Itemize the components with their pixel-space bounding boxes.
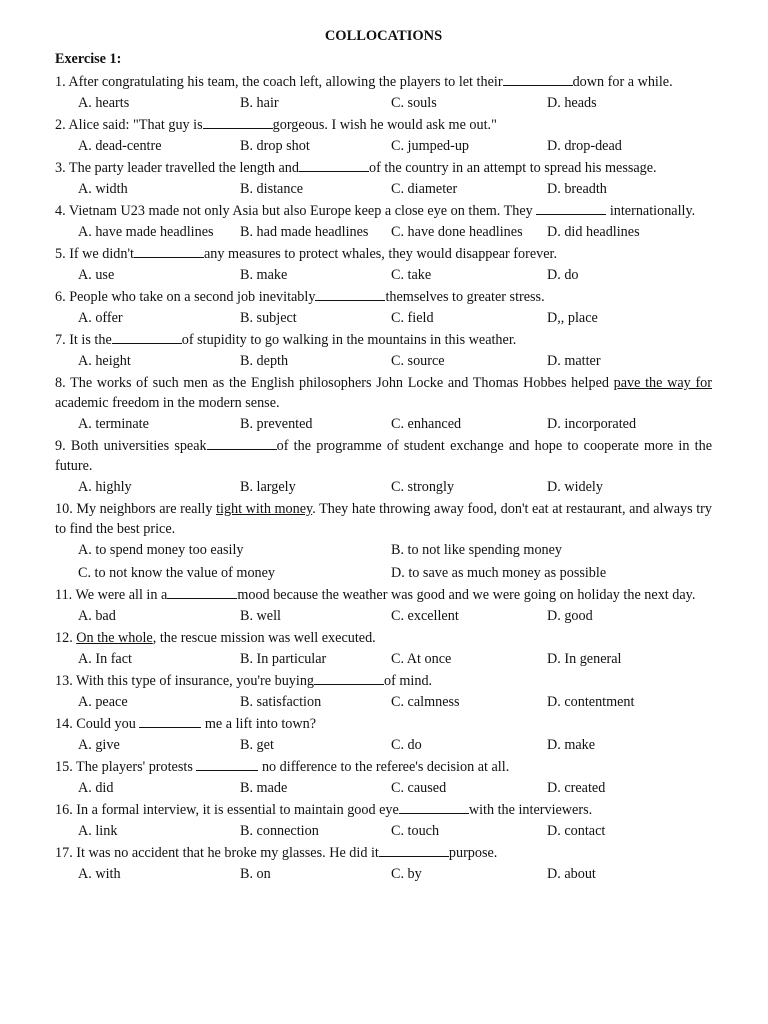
answer-option-d: D. to save as much money as possible: [391, 565, 607, 581]
answer-option-a: A. have made headlines: [78, 224, 214, 240]
question-stem-rest: of stupidity to go walking in the mountains in this weather.: [181, 332, 517, 348]
question-item: [55, 628, 712, 671]
answer-option-a: A. dead-centre: [78, 138, 162, 154]
answer-option-d: D. contact: [547, 823, 606, 839]
question-stem-rest: of the programme of student exchange and hope to cooperate more in the future.: [55, 438, 712, 474]
answer-option-d: D. widely: [547, 479, 603, 495]
options-row: [55, 221, 712, 244]
question-item: [55, 330, 712, 373]
question-text: [55, 158, 712, 178]
question-item: [55, 671, 712, 714]
answer-option-c: C. strongly: [391, 479, 455, 495]
question-stem: 4. Vietnam U23 made not only Asia but also Europe keep a close eye on them. They: [55, 203, 537, 219]
question-stem: 12.: [55, 630, 77, 646]
question-text: [55, 115, 712, 135]
answer-blank: [299, 158, 369, 172]
question-item: [55, 201, 712, 244]
options-row: [55, 863, 712, 886]
question-stem: 11. We were all in a: [55, 587, 168, 603]
answer-option-b: B. connection: [240, 823, 319, 839]
answer-blank: [314, 671, 384, 685]
answer-option-d: D. incorporated: [547, 416, 637, 432]
question-item: [55, 843, 712, 886]
question-stem-rest: internationally.: [606, 203, 696, 219]
question-stem-rest: gorgeous. I wish he would ask me out.": [272, 117, 497, 133]
answer-option-d: D. created: [547, 780, 606, 796]
question-item: [55, 158, 712, 201]
question-text: [55, 330, 712, 350]
answer-option-d: D. do: [547, 267, 579, 283]
exercise-heading: Exercise 1:: [55, 51, 122, 67]
answer-option-b: B. prevented: [240, 416, 313, 432]
answer-option-c: C. touch: [391, 823, 440, 839]
options-row: [55, 691, 712, 714]
options-row: [55, 264, 712, 287]
answer-option-a: A. terminate: [78, 416, 149, 432]
question-text: [55, 287, 712, 307]
answer-blank: [167, 585, 237, 599]
answer-option-a: A. width: [78, 181, 128, 197]
answer-blank: [503, 72, 573, 86]
answer-blank: [207, 436, 277, 450]
answer-option-c: C. to not know the value of money: [78, 565, 276, 581]
options-row: [55, 820, 712, 843]
question-item: [55, 244, 712, 287]
answer-option-d: D. In general: [547, 651, 622, 667]
answer-option-d: D. drop-dead: [547, 138, 622, 154]
question-text: [55, 628, 712, 648]
answer-option-b: B. on: [240, 866, 271, 882]
question-stem: 1. After congratulating his team, the coach left, allowing the players to let their: [55, 74, 503, 90]
answer-blank: [112, 330, 182, 344]
answer-option-d: D. did headlines: [547, 224, 640, 240]
answer-option-d: D. breadth: [547, 181, 607, 197]
question-list: [55, 72, 712, 886]
answer-blank: [379, 843, 449, 857]
answer-option-c: C. calmness: [391, 694, 460, 710]
question-item: [55, 585, 712, 628]
options-row: [55, 539, 712, 562]
answer-option-d: D. good: [547, 608, 593, 624]
answer-option-c: C. enhanced: [391, 416, 462, 432]
question-stem-rest: . They hate throwing away food, don't eat at restaurant, and always try to find the best price.: [55, 501, 712, 537]
answer-option-a: A. give: [78, 737, 120, 753]
question-stem-rest: any measures to protect whales, they would disappear forever.: [204, 246, 557, 262]
answer-option-a: A. use: [78, 267, 115, 283]
answer-option-d: D. about: [547, 866, 596, 882]
answer-option-a: A. with: [78, 866, 121, 882]
answer-option-c: C. At once: [391, 651, 452, 667]
options-row: [55, 476, 712, 499]
question-item: [55, 800, 712, 843]
question-stem-rest: themselves to greater stress.: [385, 289, 545, 305]
question-item: [55, 373, 712, 436]
question-stem-rest: purpose.: [448, 845, 498, 861]
question-stem: 9. Both universities speak: [55, 438, 207, 454]
question-text: [55, 843, 712, 863]
answer-option-a: A. did: [78, 780, 114, 796]
question-stem: 8. The works of such men as the English philosophers John Locke and Thomas Hobbes helped: [55, 375, 614, 391]
question-stem-rest: academic freedom in the modern sense.: [55, 395, 280, 411]
question-stem: 6. People who take on a second job inevitably: [55, 289, 316, 305]
answer-option-a: A. peace: [78, 694, 128, 710]
question-item: [55, 287, 712, 330]
answer-option-a: A. height: [78, 353, 131, 369]
answer-option-b: B. subject: [240, 310, 297, 326]
question-stem: 17. It was no accident that he broke my glasses. He did it: [55, 845, 379, 861]
answer-option-a: A. to spend money too easily: [78, 542, 244, 558]
answer-option-b: B. largely: [240, 479, 296, 495]
answer-option-b: B. make: [240, 267, 288, 283]
answer-blank: [139, 714, 201, 728]
question-stem-rest: mood because the weather was good and we were going on holiday the next day.: [237, 587, 696, 603]
answer-option-b: B. drop shot: [240, 138, 310, 154]
answer-option-c: C. field: [391, 310, 434, 326]
question-text: [55, 585, 712, 605]
underlined-phrase: tight with money: [216, 501, 313, 517]
answer-option-a: A. In fact: [78, 651, 132, 667]
question-stem: 13. With this type of insurance, you're buying: [55, 673, 315, 689]
answer-option-c: C. excellent: [391, 608, 459, 624]
question-stem-rest: of the country in an attempt to spread his message.: [368, 160, 657, 176]
question-text: [55, 436, 712, 476]
answer-option-b: B. depth: [240, 353, 289, 369]
answer-option-c: C. take: [391, 267, 432, 283]
answer-option-a: A. highly: [78, 479, 132, 495]
answer-blank: [315, 287, 385, 301]
answer-option-b: B. get: [240, 737, 274, 753]
question-stem: 10. My neighbors are really: [55, 501, 217, 517]
question-item: [55, 436, 712, 499]
underlined-phrase: pave the way for: [613, 375, 712, 391]
answer-option-d: D. matter: [547, 353, 601, 369]
answer-option-b: B. distance: [240, 181, 304, 197]
question-stem-rest: of mind.: [384, 673, 433, 689]
question-stem: 3. The party leader travelled the length and: [55, 160, 299, 176]
question-item: [55, 714, 712, 757]
answer-option-b: B. made: [240, 780, 288, 796]
answer-option-c: C. source: [391, 353, 445, 369]
question-stem: 16. In a formal interview, it is essential to maintain good eye: [55, 802, 399, 818]
options-row: [55, 413, 712, 436]
question-stem: 15. The players' protests: [55, 759, 197, 775]
question-text: [55, 201, 712, 221]
answer-option-b: B. well: [240, 608, 281, 624]
answer-option-a: A. bad: [78, 608, 116, 624]
question-item: [55, 499, 712, 585]
answer-option-b: B. hair: [240, 95, 279, 111]
answer-blank: [134, 244, 204, 258]
question-stem-rest: no difference to the referee's decision at all.: [258, 759, 510, 775]
answer-option-a: A. hearts: [78, 95, 130, 111]
question-item: [55, 757, 712, 800]
page-title: COLLOCATIONS: [324, 28, 443, 44]
answer-blank: [203, 115, 273, 129]
question-stem-rest: , the rescue mission was well executed.: [152, 630, 376, 646]
answer-option-a: A. offer: [78, 310, 123, 326]
answer-option-b: B. had made headlines: [240, 224, 369, 240]
question-text: [55, 714, 712, 734]
question-text: [55, 244, 712, 264]
options-row: [55, 605, 712, 628]
question-stem-rest: down for a while.: [572, 74, 673, 90]
answer-option-d: D. heads: [547, 95, 597, 111]
answer-option-b: B. satisfaction: [240, 694, 322, 710]
options-row: [55, 92, 712, 115]
answer-option-c: C. by: [391, 866, 422, 882]
options-row: [55, 178, 712, 201]
answer-blank: [536, 201, 606, 215]
question-stem: 5. If we didn't: [55, 246, 134, 262]
question-text: [55, 72, 712, 92]
answer-option-c: C. jumped-up: [391, 138, 470, 154]
question-text: [55, 800, 712, 820]
answer-blank: [399, 800, 469, 814]
answer-option-c: C. have done headlines: [391, 224, 523, 240]
question-text: [55, 373, 712, 413]
answer-option-c: C. diameter: [391, 181, 458, 197]
options-row: [55, 777, 712, 800]
question-text: [55, 671, 712, 691]
answer-option-b: B. to not like spending money: [391, 542, 563, 558]
question-stem-rest: with the interviewers.: [468, 802, 593, 818]
options-row: [55, 562, 712, 585]
options-row: [55, 307, 712, 330]
answer-option-d: D. make: [547, 737, 596, 753]
answer-option-c: C. do: [391, 737, 422, 753]
question-stem: 7. It is the: [55, 332, 112, 348]
options-row: [55, 648, 712, 671]
question-text: [55, 757, 712, 777]
underlined-phrase: On the whole: [76, 630, 153, 646]
question-item: [55, 115, 712, 158]
answer-option-c: C. souls: [391, 95, 437, 111]
options-row: [55, 350, 712, 373]
question-stem-rest: me a lift into town?: [201, 716, 317, 732]
question-stem: 14. Could you: [55, 716, 140, 732]
answer-option-b: B. In particular: [240, 651, 327, 667]
options-row: [55, 135, 712, 158]
answer-option-c: C. caused: [391, 780, 447, 796]
question-item: [55, 72, 712, 115]
answer-blank: [196, 757, 258, 771]
answer-option-d: D. contentment: [547, 694, 635, 710]
answer-option-d: D,, place: [547, 310, 598, 326]
question-text: [55, 499, 712, 539]
answer-option-a: A. link: [78, 823, 118, 839]
options-row: [55, 734, 712, 757]
question-stem: 2. Alice said: "That guy is: [55, 117, 203, 133]
